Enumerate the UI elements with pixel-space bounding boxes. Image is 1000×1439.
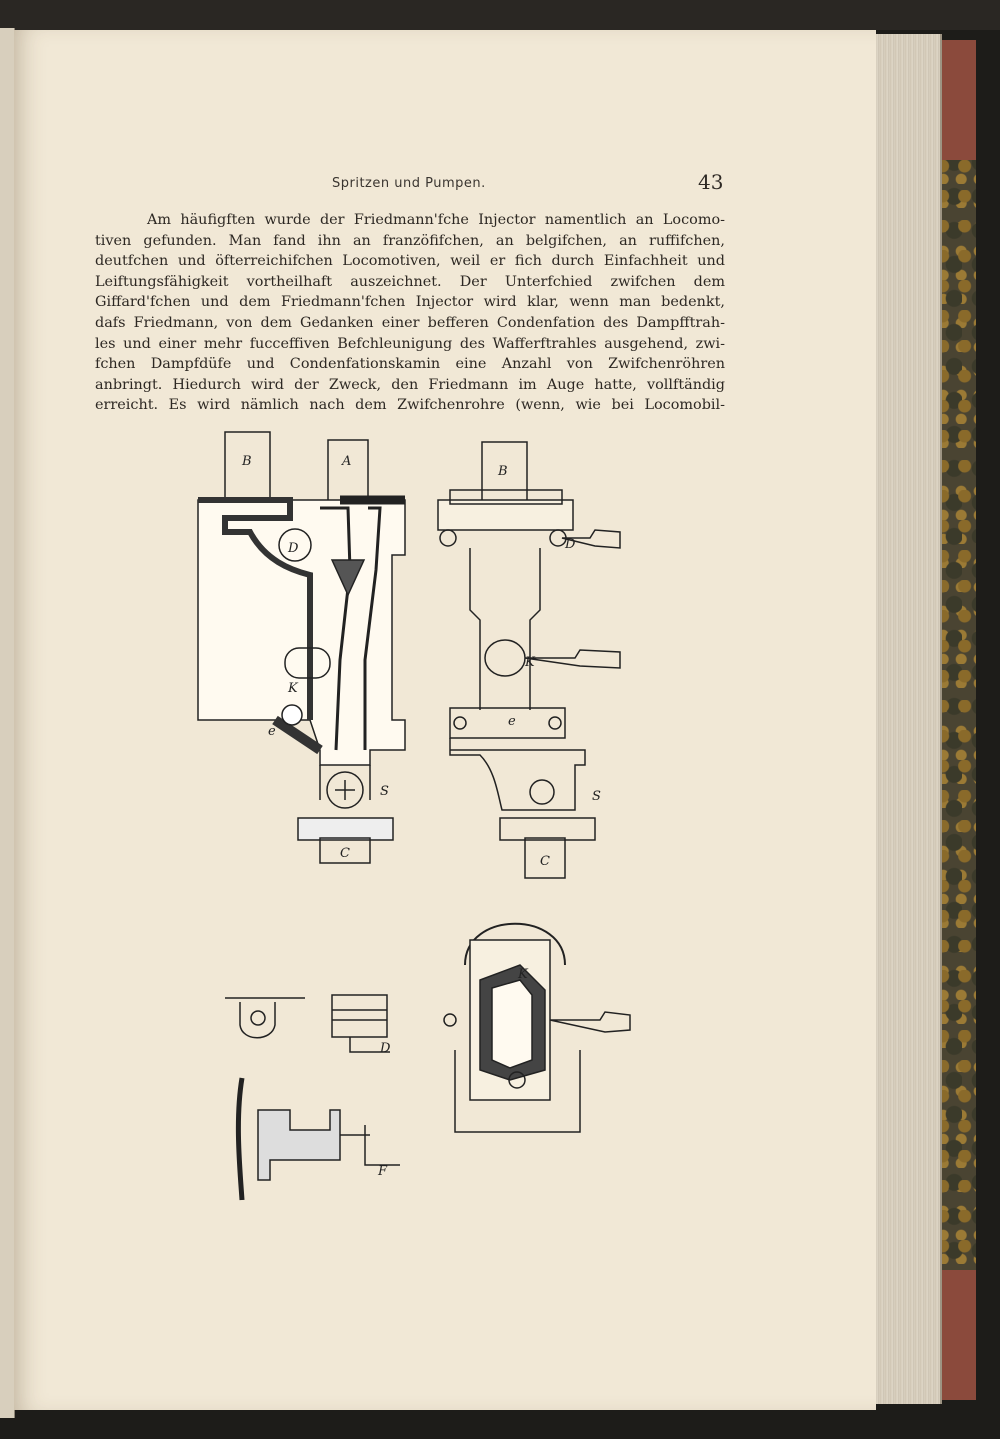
text-line: Am häufigften wurde der Friedmann'fche Injector namentlich an Locomo- — [147, 212, 725, 228]
label-b: B — [242, 454, 252, 469]
cover-leather-top — [936, 40, 976, 160]
paragraph — [95, 210, 725, 416]
label-e2: e — [508, 714, 516, 729]
text-line: anbringt. Hiedurch wird der Zweck, den Friedmann im Auge hatte, vollftändig — [95, 376, 725, 393]
bottom-right-section — [444, 924, 630, 1132]
text-line: Giffard'fchen und dem Friedmann'fchen Injector wird klar, wenn man bedenkt, — [95, 294, 725, 311]
text-line: fchen Dampfdüfe und Condenfationskamin eine Anzahl von Zwifchenröhren — [95, 356, 725, 373]
label-c2: C — [540, 854, 550, 869]
label-k3: K — [518, 967, 528, 982]
label-b2: B — [498, 464, 508, 479]
text-line: tiven gefunden. Man fand ihn an franzöfifchen, an belgifchen, an ruffifchen, — [95, 232, 725, 249]
text-line: deutfchen und öfterreichifchen Locomotiven, weil er fich durch Einfachheit und — [95, 253, 725, 270]
label-d2: D — [565, 537, 576, 552]
text-line: Leiftungsfähigkeit vortheilhaft auszeichnet. Der Unterfchied zwifchen dem — [95, 273, 725, 290]
label-c: C — [340, 846, 350, 861]
marbled-cover — [936, 40, 976, 1400]
label-d3: D — [380, 1041, 391, 1056]
label-f: F — [378, 1164, 388, 1179]
text-line: les und einer mehr fucceffiven Befchleunigung des Wafferftrahles ausgehend, zwi- — [95, 335, 725, 352]
label-e: e — [268, 724, 276, 739]
text-line: dafs Friedmann, von dem Gedanken einer befferen Condenfation des Dampfftrah- — [95, 314, 725, 331]
detail-small-views — [225, 995, 400, 1200]
text-line: erreicht. Es wird nämlich nach dem Zwifchenrohre (wenn, wie bei Locomobil- — [95, 397, 725, 414]
cover-leather-bottom — [936, 1270, 976, 1400]
scan-background — [0, 0, 1000, 30]
facing-page-edge — [0, 28, 15, 1418]
label-s: S — [380, 784, 389, 799]
left-sectional-view — [198, 432, 405, 863]
label-k2: K — [525, 655, 535, 670]
label-d: D — [288, 541, 299, 556]
injector-engraving — [180, 420, 660, 1220]
running-head: Spritzen und Pumpen. — [332, 176, 486, 191]
page-edges — [874, 34, 942, 1404]
page-number: 43 — [698, 170, 724, 194]
label-a: A — [342, 454, 352, 469]
label-k: K — [288, 681, 298, 696]
label-s2: S — [592, 789, 601, 804]
